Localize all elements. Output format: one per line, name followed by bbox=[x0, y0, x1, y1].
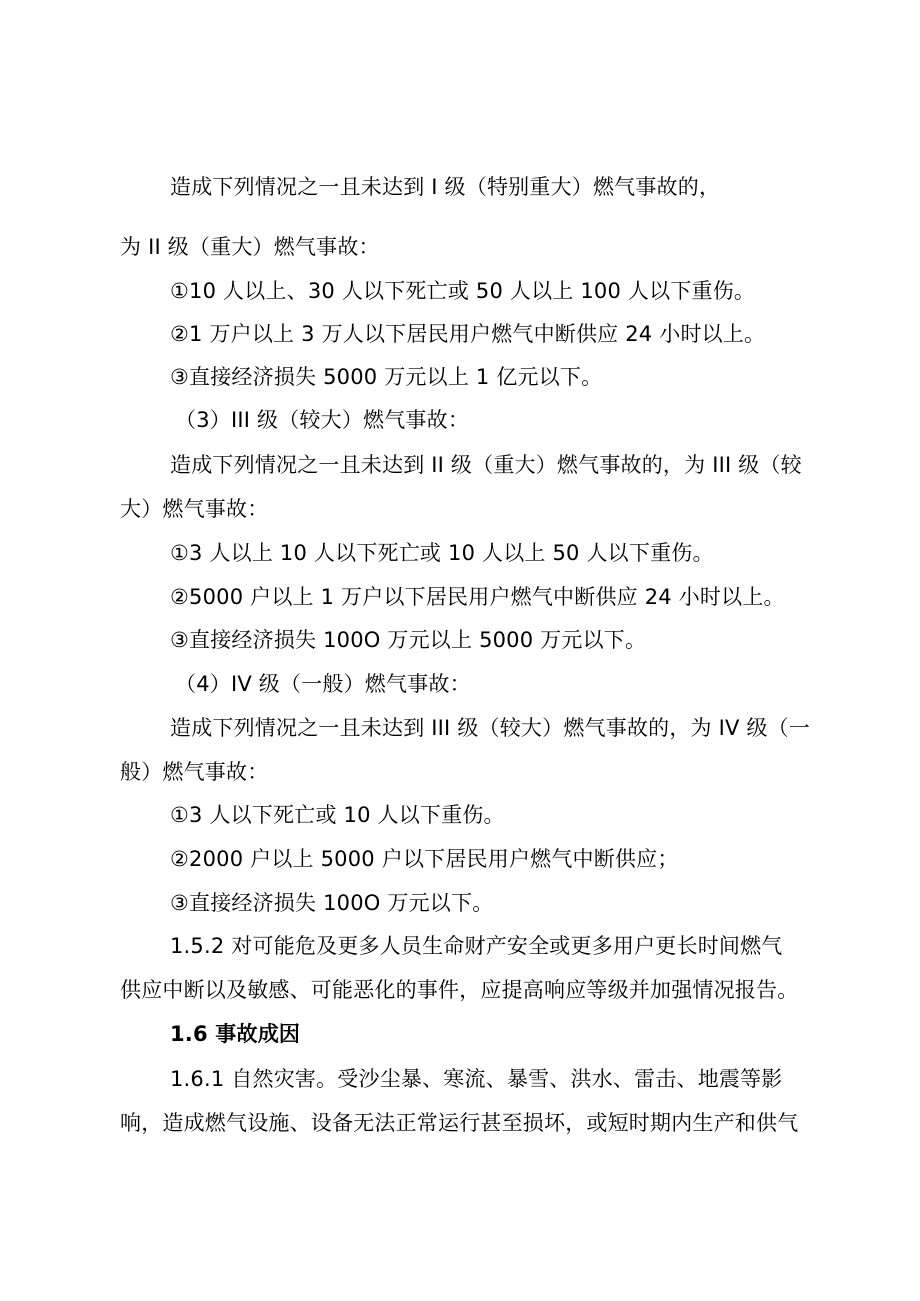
list-item: ②1 万户以上 3 万人以下居民用户燃气中断供应 24 小时以上。 bbox=[170, 322, 766, 346]
section-heading: （3）III 级（较大）燃气事故： bbox=[175, 408, 470, 432]
paragraph-line: 为 II 级（重大）燃气事故： bbox=[120, 235, 380, 259]
paragraph-line: 造成下列情况之一且未达到 I 级（特别重大）燃气事故的， bbox=[170, 175, 721, 199]
list-item: ③直接经济损失 5000 万元以上 1 亿元以下。 bbox=[170, 365, 603, 389]
paragraph-line: 造成下列情况之一且未达到 II 级（重大）燃气事故的，为 III 级（较 bbox=[170, 453, 802, 477]
paragraph-line: 造成下列情况之一且未达到 III 级（较大）燃气事故的，为 IV 级（一 bbox=[170, 716, 811, 740]
list-item: ②2000 户以上 5000 户以下居民用户燃气中断供应； bbox=[170, 847, 679, 871]
list-item: ①3 人以下死亡或 10 人以下重伤。 bbox=[170, 803, 505, 827]
paragraph-line: 响，造成燃气设施、设备无法正常运行甚至损坏，或短时期内生产和供气 bbox=[120, 1111, 799, 1135]
list-item: ①10 人以上、30 人以下死亡或 50 人以上 100 人以下重伤。 bbox=[170, 279, 756, 303]
paragraph-line: 大）燃气事故： bbox=[120, 497, 269, 521]
section-heading: （4）IV 级（一般）燃气事故： bbox=[175, 672, 471, 696]
section-heading: 1.6 事故成因 bbox=[170, 1022, 301, 1046]
paragraph-line: 般）燃气事故： bbox=[120, 760, 269, 784]
paragraph-line: 1.5.2 对可能危及更多人员生命财产安全或更多用户更长时间燃气 bbox=[170, 934, 783, 958]
list-item: ①3 人以上 10 人以下死亡或 10 人以上 50 人以下重伤。 bbox=[170, 541, 714, 565]
paragraph-line: 供应中断以及敏感、可能恶化的事件，应提高响应等级并加强情况报告。 bbox=[120, 978, 799, 1002]
list-item: ③直接经济损失 100O 万元以下。 bbox=[170, 891, 494, 915]
paragraph-line: 1.6.1 自然灾害。受沙尘暴、寒流、暴雪、洪水、雷击、地震等影 bbox=[170, 1067, 783, 1091]
list-item: ②5000 户以上 1 万户以下居民用户燃气中断供应 24 小时以上。 bbox=[170, 585, 785, 609]
list-item: ③直接经济损失 100O 万元以上 5000 万元以下。 bbox=[170, 628, 647, 652]
